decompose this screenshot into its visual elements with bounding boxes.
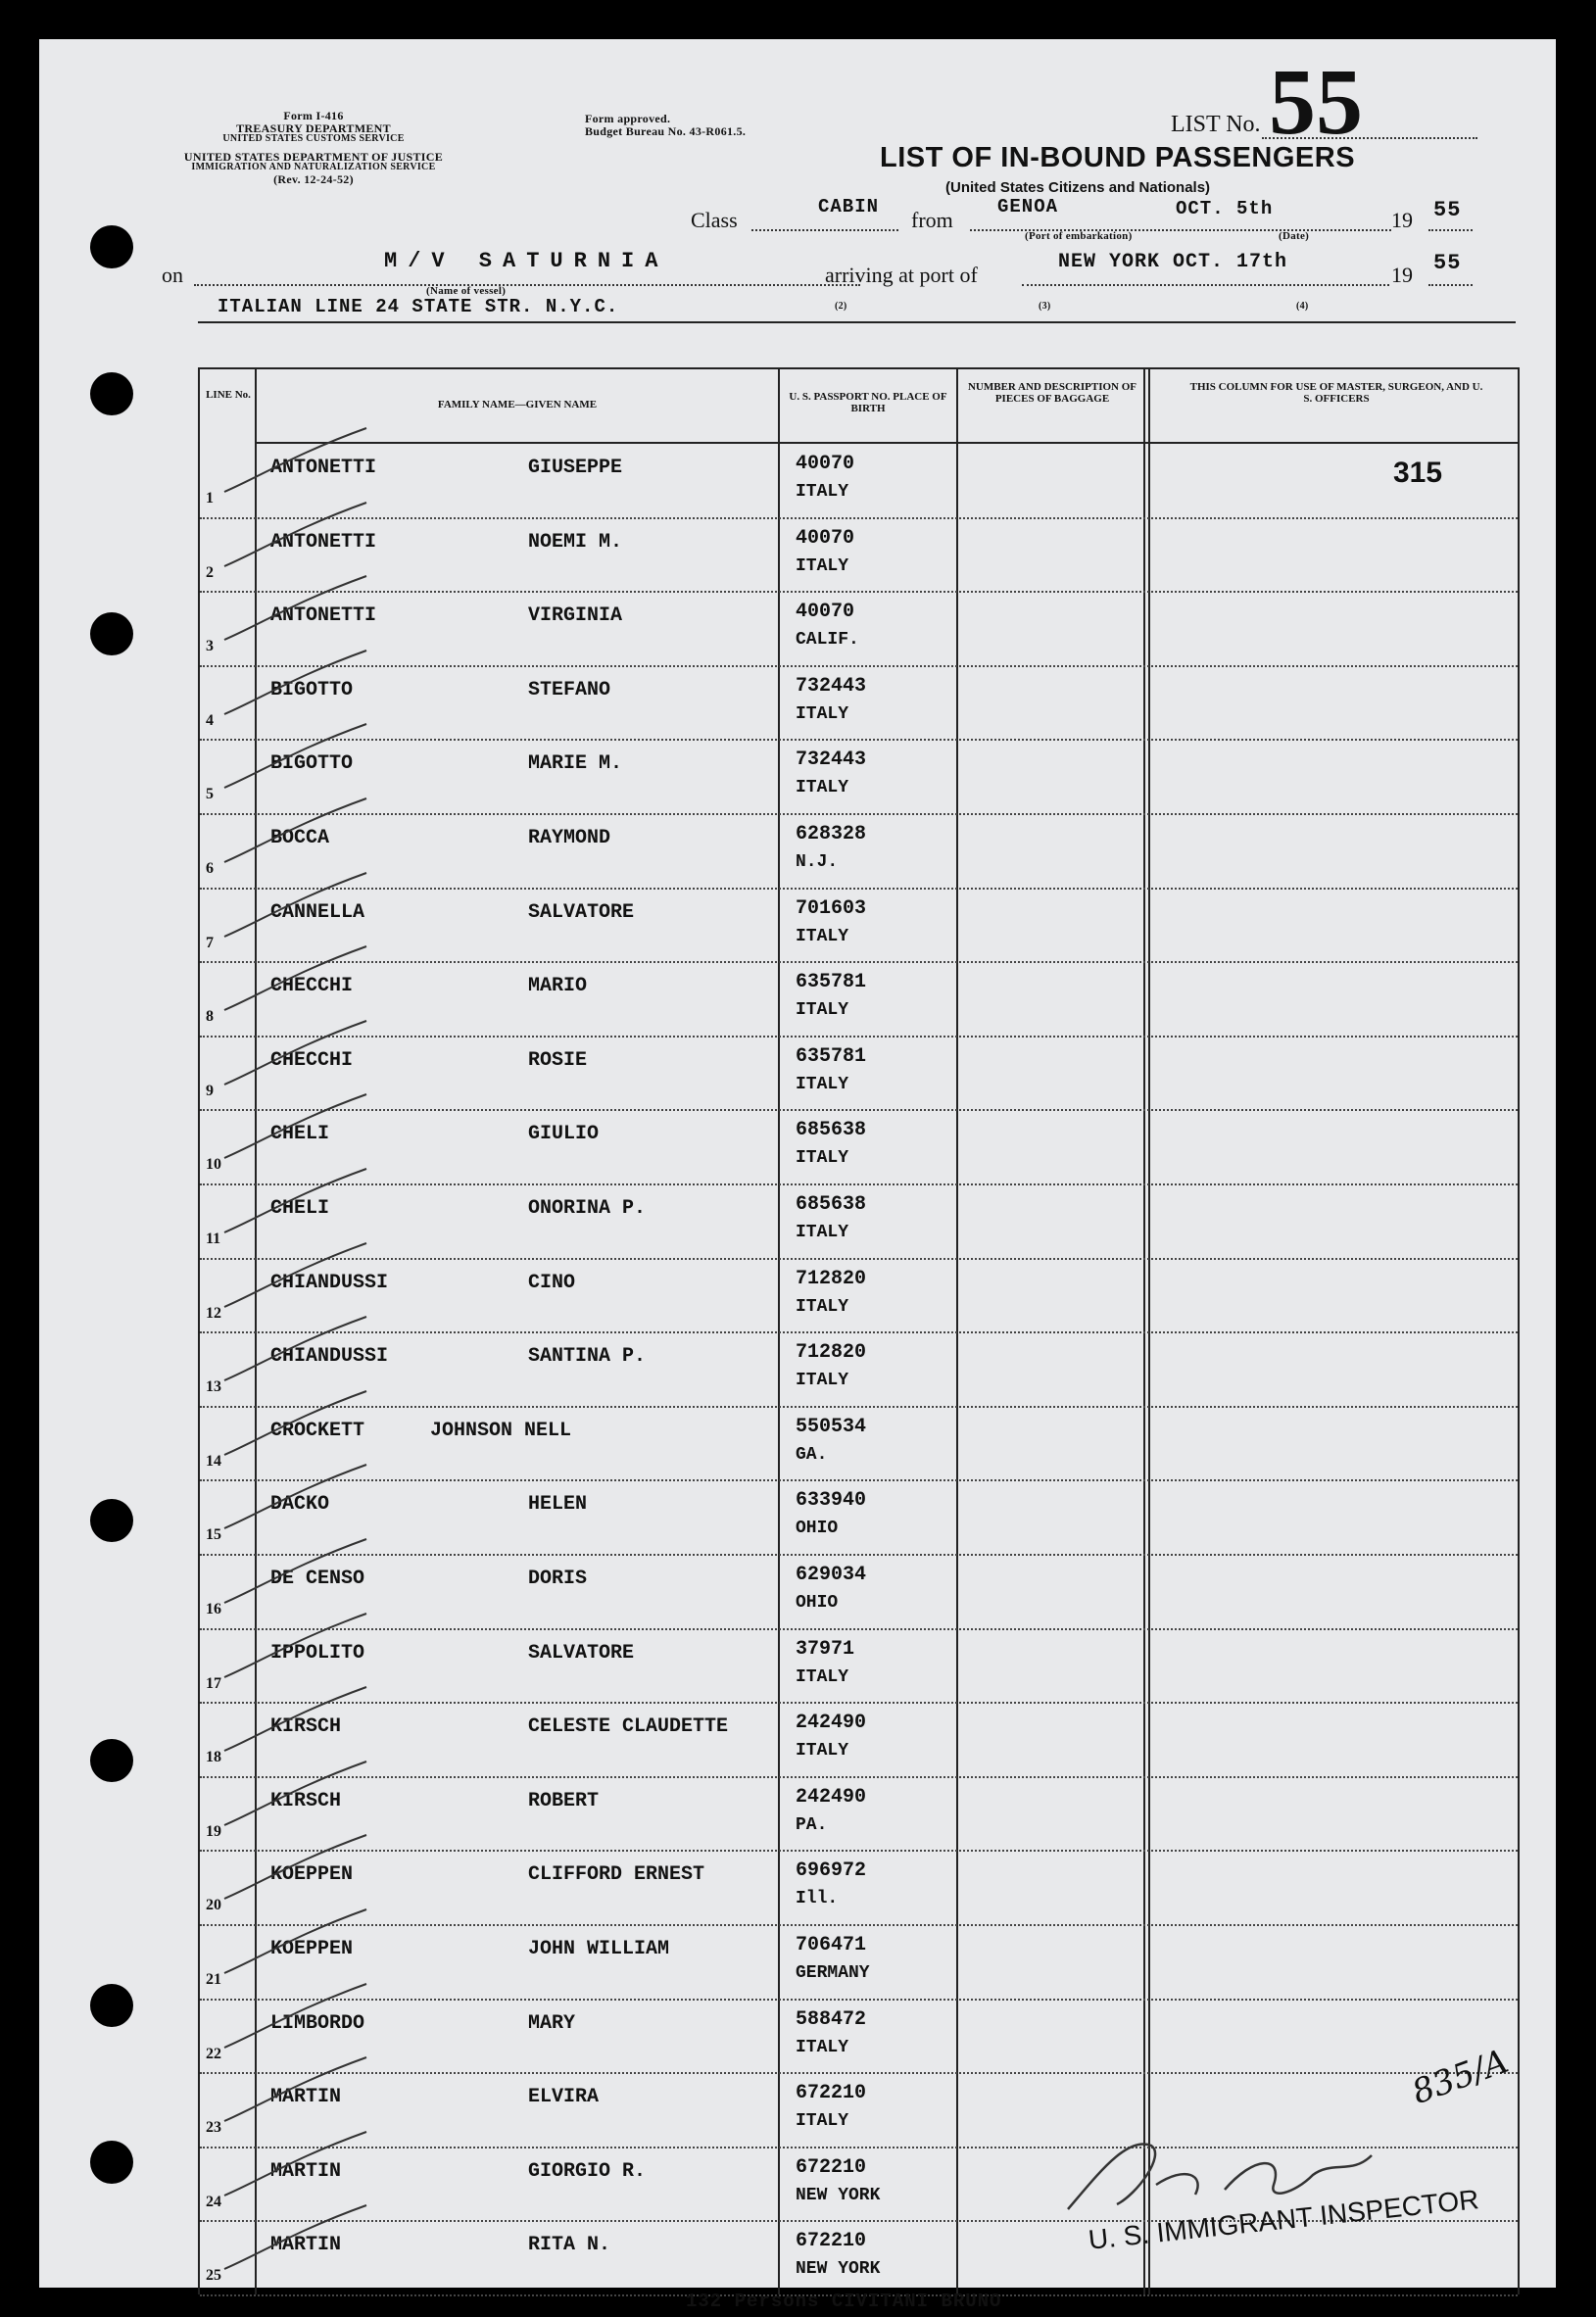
family-name: CROCKETT [270, 1419, 365, 1442]
place-of-birth: NEW YORK [796, 2185, 881, 2205]
vessel-line [194, 284, 860, 286]
line-number: 22 [206, 2045, 221, 2062]
family-name: CHELI [270, 1123, 330, 1146]
family-name: CHECCHI [270, 975, 354, 998]
table-row [200, 888, 1518, 964]
place-of-birth: Ill. [796, 1889, 839, 1909]
table-row [200, 739, 1518, 815]
line-number: 13 [206, 1378, 221, 1396]
given-name: MARIO [528, 975, 588, 998]
place-of-birth: ITALY [796, 1074, 849, 1094]
class-value: CABIN [818, 196, 880, 217]
document-page [39, 39, 1556, 2312]
line-number: 16 [206, 1601, 221, 1617]
family-name: CHELI [270, 1197, 330, 1220]
passport-number: 242490 [796, 1785, 867, 1809]
place-of-birth: PA. [796, 1814, 828, 1835]
punch-hole [90, 225, 133, 268]
check-mark [219, 498, 376, 576]
inspector-stamp: U. S. IMMIGRANT INSPECTOR [1087, 2184, 1480, 2255]
from-label: from [911, 208, 953, 232]
check-mark [219, 1682, 376, 1761]
margin-note: 835/A [1407, 2041, 1514, 2113]
arrival-line [1022, 284, 1389, 286]
given-name: ONORINA P. [528, 1197, 647, 1220]
place-of-birth: ITALY [796, 1371, 849, 1391]
on-label: on [162, 263, 183, 287]
family-name: CHIANDUSSI [270, 1345, 389, 1369]
place-of-birth: ITALY [796, 482, 849, 502]
table-row [200, 1036, 1518, 1112]
line-number: 23 [206, 2119, 221, 2137]
col-header-name: FAMILY NAME—GIVEN NAME [437, 399, 598, 410]
family-name: ANTONETTI [270, 457, 377, 479]
given-name: HELEN [528, 1493, 588, 1517]
customs-service: UNITED STATES CUSTOMS SERVICE [222, 133, 405, 145]
line-number: 5 [206, 786, 214, 803]
form-approved: Form approved. [585, 112, 671, 125]
table-row [200, 1999, 1518, 2075]
line-number: 9 [206, 1082, 214, 1099]
passport-number: 628328 [796, 823, 867, 845]
table-row [200, 1850, 1518, 1926]
family-name: CANNELLA [270, 900, 365, 924]
place-of-birth: ITALY [796, 2111, 849, 2132]
passport-number: 672210 [796, 2230, 867, 2253]
given-name: RITA N. [528, 2234, 611, 2257]
check-mark [219, 1386, 376, 1465]
year-prefix-2: 19 [1391, 263, 1413, 287]
check-mark [219, 2200, 376, 2279]
table-row [200, 517, 1518, 594]
shipping-agent: ITALIAN LINE 24 STATE STR. N.Y.C. [218, 296, 619, 317]
budget-bureau: Budget Bureau No. 43-R061.5. [585, 123, 747, 138]
line-number: 24 [206, 2193, 221, 2210]
passport-number: 706471 [796, 1934, 867, 1956]
family-name: CHECCHI [270, 1048, 354, 1072]
vessel-caption: (Name of vessel) [426, 285, 507, 297]
list-number: 55 [1269, 49, 1363, 154]
given-name: GIULIO [528, 1123, 600, 1146]
place-of-birth: ITALY [796, 1000, 849, 1021]
table-row [200, 591, 1518, 667]
place-of-birth: CALIF. [796, 630, 859, 651]
arrival-value: NEW YORK OCT. 17th [1058, 251, 1288, 273]
agency-block [152, 110, 475, 185]
family-name: MARTIN [270, 2086, 342, 2109]
col-header-officers: THIS COLUMN FOR USE OF MASTER, SURGEON, AND U. S. OFFICERS [1189, 381, 1483, 406]
line-number: 1 [206, 490, 214, 507]
class-line [751, 229, 898, 231]
check-mark [219, 941, 376, 1020]
date-caption: (Date) [1279, 230, 1310, 242]
place-of-birth: NEW YORK [796, 2259, 881, 2280]
table-row [200, 1331, 1518, 1408]
table-row [200, 813, 1518, 890]
place-of-birth: N.J. [796, 852, 839, 872]
table-row [200, 665, 1518, 742]
caption-4: (4) [1296, 301, 1309, 312]
year-2: 55 [1433, 251, 1462, 275]
passport-number: 550534 [796, 1415, 867, 1438]
departure-date: OCT. 5th [1176, 198, 1274, 219]
header-rule [198, 321, 1516, 323]
punch-hole [90, 1984, 133, 2027]
family-name: KOEPPEN [270, 1863, 354, 1887]
page-title: LIST OF IN-BOUND PASSENGERS [880, 142, 1356, 173]
justice-dept: UNITED STATES DEPARTMENT OF JUSTICE [183, 149, 444, 164]
approval-block [585, 113, 746, 137]
punch-hole [90, 2141, 133, 2184]
arriving-label: arriving at port of [825, 263, 978, 287]
given-name: CINO [528, 1271, 576, 1294]
given-name: DORIS [528, 1568, 588, 1590]
passport-number: 588472 [796, 2007, 867, 2031]
given-name: ELVIRA [528, 2086, 600, 2109]
place-of-birth: ITALY [796, 1148, 849, 1169]
passport-number: 635781 [796, 971, 867, 994]
family-name: ANTONETTI [270, 530, 377, 554]
check-mark [219, 1979, 376, 2057]
check-mark [219, 1089, 376, 1168]
passport-number: 732443 [796, 748, 867, 772]
family-name: CHIANDUSSI [270, 1271, 389, 1294]
line-number: 15 [206, 1526, 221, 1544]
check-mark [219, 1609, 376, 1687]
place-of-birth: GERMANY [796, 1963, 870, 1983]
check-mark [219, 868, 376, 946]
check-mark [219, 2127, 376, 2205]
family-name: BOCCA [270, 827, 330, 849]
year-prefix: 19 [1391, 208, 1413, 232]
year-1: 55 [1433, 198, 1462, 222]
line-number: 17 [206, 1674, 221, 1692]
list-no-label: LIST No. [1171, 112, 1261, 137]
family-name: IPPOLITO [270, 1641, 365, 1665]
given-name: GIUSEPPE [528, 457, 623, 479]
check-mark [219, 1830, 376, 1908]
line-number: 3 [206, 638, 214, 655]
table-row [200, 443, 1518, 519]
passport-number: 672210 [796, 2155, 867, 2179]
given-name: SALVATORE [528, 900, 635, 924]
check-mark [219, 1905, 376, 1983]
port-caption: (Port of embarkation) [1025, 230, 1133, 242]
given-name: MARY [528, 2011, 576, 2035]
check-mark [219, 2052, 376, 2131]
place-of-birth: ITALY [796, 703, 849, 724]
table-row [200, 1183, 1518, 1260]
place-of-birth: OHIO [796, 1519, 839, 1539]
place-of-birth: ITALY [796, 2037, 849, 2057]
family-name: BIGOTTO [270, 752, 354, 776]
passport-number: 629034 [796, 1564, 867, 1586]
given-name: ROSIE [528, 1048, 588, 1072]
check-mark [219, 794, 376, 872]
year-line-2 [1428, 284, 1473, 286]
bottom-note: 132 Persons CIVITANI BRUNO [686, 2291, 1002, 2312]
table-row [200, 1109, 1518, 1185]
given-name: VIRGINIA [528, 604, 623, 628]
family-name: KIRSCH [270, 1715, 342, 1739]
passport-number: 40070 [796, 601, 855, 624]
passport-number: 672210 [796, 2082, 867, 2105]
passport-number: 633940 [796, 1489, 867, 1513]
col-header-line-no: LINE No. [206, 389, 251, 401]
passport-number: 635781 [796, 1044, 867, 1068]
line-number: 20 [206, 1897, 221, 1914]
check-mark [219, 646, 376, 724]
table-row [200, 1479, 1518, 1556]
caption-2: (2) [835, 301, 847, 312]
place-of-birth: ITALY [796, 1741, 849, 1762]
family-name: DE CENSO [270, 1568, 365, 1590]
passport-number: 40070 [796, 453, 855, 475]
given-name: RAYMOND [528, 827, 611, 849]
punch-hole [90, 612, 133, 655]
check-mark [219, 1016, 376, 1094]
given-name: JOHNSON NELL [430, 1419, 572, 1442]
family-name: BIGOTTO [270, 678, 354, 701]
table-row [200, 1258, 1518, 1334]
table-row [200, 1702, 1518, 1778]
passport-number: 696972 [796, 1859, 867, 1883]
place-of-birth: ITALY [796, 1666, 849, 1687]
family-name: KOEPPEN [270, 1938, 354, 1960]
given-name: STEFANO [528, 678, 611, 701]
check-mark [219, 571, 376, 650]
punch-hole [90, 1499, 133, 1542]
line-number: 10 [206, 1156, 221, 1174]
check-mark [219, 719, 376, 797]
line-number: 8 [206, 1008, 214, 1026]
passport-number: 685638 [796, 1119, 867, 1142]
place-of-birth: ITALY [796, 1223, 849, 1242]
treasury-dept: TREASURY DEPARTMENT [236, 121, 391, 135]
check-mark [219, 1757, 376, 1835]
place-of-birth: ITALY [796, 1296, 849, 1317]
table-row [200, 1924, 1518, 2001]
check-mark [219, 1460, 376, 1538]
line-number: 25 [206, 2267, 221, 2285]
place-of-birth: ITALY [796, 778, 849, 798]
family-name: MARTIN [270, 2234, 342, 2257]
check-mark [219, 1312, 376, 1390]
table-row [200, 1406, 1518, 1482]
line-number: 14 [206, 1452, 221, 1470]
given-name: MARIE M. [528, 752, 623, 776]
table-row [200, 1628, 1518, 1705]
family-name: DACKO [270, 1493, 330, 1517]
line-number: 4 [206, 711, 214, 729]
family-name: KIRSCH [270, 1789, 342, 1812]
passport-number: 242490 [796, 1712, 867, 1735]
place-of-birth: OHIO [796, 1593, 839, 1613]
officer-note: 315 [1393, 457, 1443, 489]
passport-number: 712820 [796, 1267, 867, 1290]
given-name: JOHN WILLIAM [528, 1938, 670, 1960]
family-name: MARTIN [270, 2159, 342, 2183]
given-name: NOEMI M. [528, 530, 623, 554]
line-number: 7 [206, 934, 214, 951]
place-of-birth: ITALY [796, 926, 849, 946]
caption-3: (3) [1039, 301, 1051, 312]
col-header-passport: U. S. PASSPORT NO. PLACE OF BIRTH [789, 391, 947, 415]
given-name: CLIFFORD ERNEST [528, 1863, 705, 1887]
from-value: GENOA [997, 196, 1059, 217]
passport-number: 685638 [796, 1193, 867, 1216]
line-number: 2 [206, 563, 214, 581]
passport-number: 701603 [796, 896, 867, 920]
passport-number: 40070 [796, 526, 855, 550]
line-number: 12 [206, 1304, 221, 1322]
check-mark [219, 1238, 376, 1317]
family-name: ANTONETTI [270, 604, 377, 628]
line-number: 6 [206, 860, 214, 877]
passport-number: 712820 [796, 1341, 867, 1365]
punch-hole [90, 372, 133, 415]
place-of-birth: ITALY [796, 555, 849, 576]
ins-service: IMMIGRATION AND NATURALIZATION SERVICE [191, 162, 436, 173]
family-name: LIMBORDO [270, 2011, 365, 2035]
punch-hole [90, 1739, 133, 1782]
line-number: 11 [206, 1231, 221, 1247]
check-mark [219, 1164, 376, 1242]
page-subtitle: (United States Citizens and Nationals) [945, 179, 1211, 196]
table-row [200, 1776, 1518, 1853]
given-name: CELESTE CLAUDETTE [528, 1715, 729, 1739]
line-number: 18 [206, 1749, 221, 1766]
passport-number: 37971 [796, 1637, 855, 1661]
given-name: SALVATORE [528, 1641, 635, 1665]
col-header-baggage: NUMBER AND DESCRIPTION OF PIECES OF BAGGAGE [967, 381, 1137, 406]
class-label: Class [691, 208, 738, 232]
vessel-name: M/V SATURNIA [384, 249, 669, 273]
line-number: 21 [206, 1971, 221, 1988]
given-name: ROBERT [528, 1789, 600, 1812]
revision-date: (Rev. 12-24-52) [273, 171, 354, 186]
place-of-birth: GA. [796, 1444, 828, 1465]
passport-number: 732443 [796, 674, 867, 698]
line-number: 19 [206, 1822, 221, 1840]
table-row [200, 961, 1518, 1038]
check-mark [219, 423, 376, 502]
year-line-1 [1428, 229, 1473, 231]
given-name: GIORGIO R. [528, 2159, 647, 2183]
check-mark [219, 1534, 376, 1613]
table-row [200, 1554, 1518, 1630]
given-name: SANTINA P. [528, 1345, 647, 1369]
passenger-table [198, 367, 1520, 2294]
form-number: Form I-416 [283, 109, 344, 122]
